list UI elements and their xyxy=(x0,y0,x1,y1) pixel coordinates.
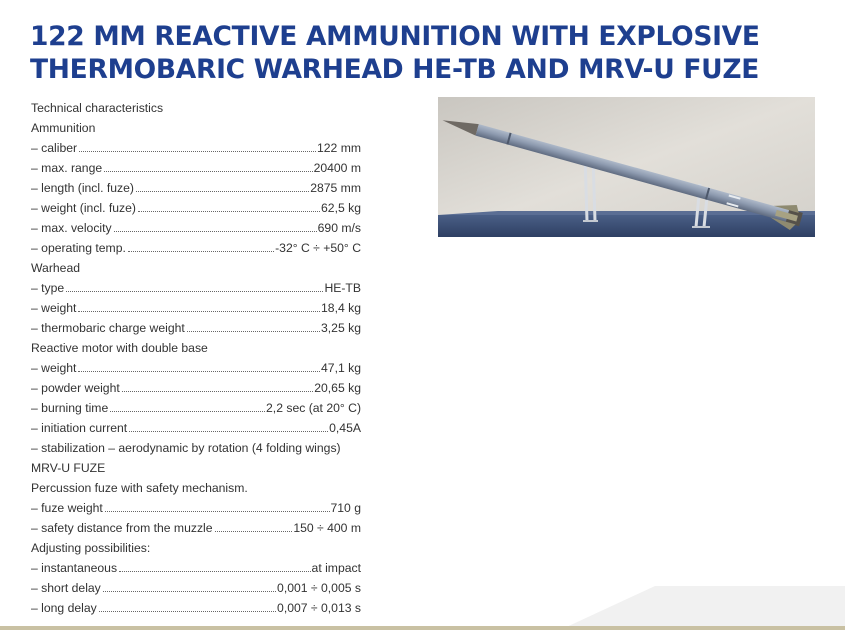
spec-label: – max. velocity xyxy=(31,221,112,235)
spec-value: 0,45A xyxy=(329,421,361,435)
spec-value: 20,65 kg xyxy=(314,381,361,395)
spec-heading: Ammunition xyxy=(31,121,96,135)
spec-value: 2,2 sec (at 20° C) xyxy=(266,401,361,415)
spec-value: 690 m/s xyxy=(317,221,361,235)
spec-value: 47,1 kg xyxy=(321,361,361,375)
spec-value: -32° C ÷ +50° C xyxy=(275,241,361,255)
spec-value: at impact xyxy=(311,561,361,575)
spec-label: – type xyxy=(31,281,65,295)
spec-value: 710 g xyxy=(330,501,361,515)
spec-label: – operating temp. xyxy=(31,241,126,255)
spec-label: – powder weight xyxy=(31,381,120,395)
spec-label: – weight (incl. fuze) xyxy=(31,201,136,215)
spec-value: 122 mm xyxy=(316,141,361,155)
spec-line: – stabilization – aerodynamic by rotation (4 folding wings) xyxy=(31,441,341,455)
spec-value: 62,5 kg xyxy=(321,201,361,215)
spec-heading: Reactive motor with double base xyxy=(31,341,208,355)
spec-value: 150 ÷ 400 m xyxy=(293,521,361,535)
spec-value: 0,001 ÷ 0,005 s xyxy=(277,581,361,595)
spec-label: – fuze weight xyxy=(31,501,103,515)
spec-value: 2875 mm xyxy=(310,181,361,195)
spec-value: 3,25 kg xyxy=(321,321,361,335)
spec-label: – thermobaric charge weight xyxy=(31,321,185,335)
title-line-2: THERMOBARIC WARHEAD HE-TB AND MRV-U FUZE xyxy=(30,54,760,85)
spec-value: 18,4 kg xyxy=(321,301,361,315)
spec-label: – short delay xyxy=(31,581,101,595)
spec-label: – burning time xyxy=(31,401,109,415)
spec-label: – weight xyxy=(31,301,77,315)
title-line-1: 122 MM REACTIVE AMMUNITION WITH EXPLOSIVE xyxy=(30,21,760,52)
spec-label: – instantaneous xyxy=(31,561,118,575)
spec-label: – caliber xyxy=(31,141,78,155)
spec-label: – length (incl. fuze) xyxy=(31,181,134,195)
spec-heading: Percussion fuze with safety mechanism. xyxy=(31,481,248,495)
spec-label: – safety distance from the muzzle xyxy=(31,521,213,535)
spec-label: – max. range xyxy=(31,161,103,175)
spec-value: 0,007 ÷ 0,013 s xyxy=(277,601,361,615)
spec-heading: Technical characteristics xyxy=(31,101,164,115)
spec-heading: MRV-U FUZE xyxy=(31,461,106,475)
spec-label: – long delay xyxy=(31,601,97,615)
spec-label: – initiation current xyxy=(31,421,128,435)
spec-heading: Warhead xyxy=(31,261,80,275)
spec-value: 20400 m xyxy=(313,161,361,175)
spec-label: – weight xyxy=(31,361,77,375)
spec-heading: Adjusting possibilities: xyxy=(31,541,151,555)
spec-value: HE-TB xyxy=(324,281,361,295)
